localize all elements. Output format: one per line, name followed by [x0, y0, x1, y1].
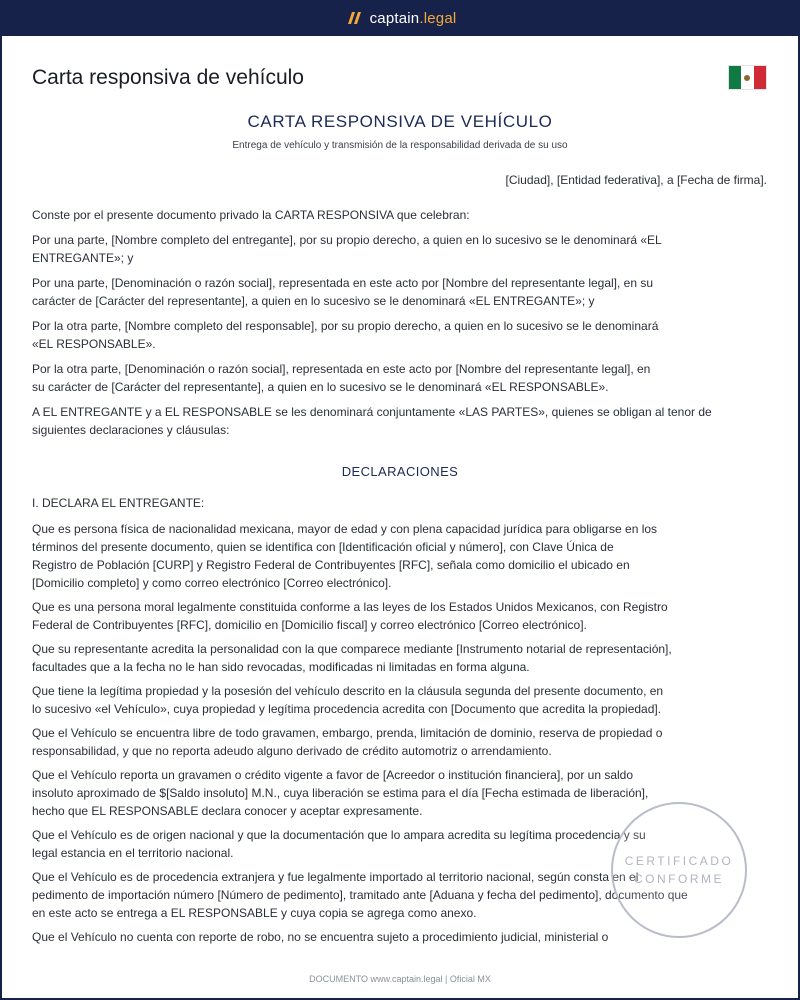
mexico-flag-icon — [728, 65, 767, 90]
declaration-paragraph: Que el Vehículo se encuentra libre de todo gravamen, embargo, prenda, limitación de dominio, reserva de propiedad o responsabilidad, y que no reporta adeudo alguno derivado de crédito automotriz o arrendamiento. — [32, 726, 663, 758]
brand-name — [370, 10, 457, 27]
intro-section — [32, 206, 772, 439]
brand-name-accent: .legal — [419, 9, 457, 27]
brand-name-main: captain — [369, 9, 420, 27]
declaration-paragraph: Que tiene la legítima propiedad y la posesión del vehículo descrito en la cláusula segunda del presente documento, en lo sucesivo «el Vehículo», cuya propiedad y legítima procedencia acredita con [Documento que acredita la propiedad]. — [32, 684, 664, 716]
top-bar — [0, 0, 800, 36]
document-title: CARTA RESPONSIVA DE VEHÍCULO — [247, 112, 553, 131]
brand[interactable] — [344, 10, 457, 27]
declaration-paragraph: Que es una persona moral legalmente constituida conforme a las leyes de los Estados Unidos Mexicanos, con Registro Federal de Contribuyentes [RFC], domicilio en [Domicilio fiscal] y correo electrónico [Correo electrónico]. — [32, 600, 668, 632]
intro-paragraph: Conste por el presente documento privado la CARTA RESPONSIVA que celebran: — [32, 208, 470, 222]
declaration-paragraph: Que el Vehículo es de origen nacional y que la documentación que lo ampara acredita su legítima procedencia y su legal estancia en el territorio nacional. — [32, 828, 646, 860]
place-date-line: [Ciudad], [Entidad federativa], a [Fecha de firma]. — [505, 173, 767, 187]
captain-logo-icon — [344, 11, 362, 25]
declarations-subheading: I. DECLARA EL ENTREGANTE: — [32, 496, 205, 510]
page-title: Carta responsiva de vehículo — [32, 66, 304, 89]
stamp-line-1: CERTIFICADO — [624, 854, 734, 868]
intro-paragraph: Por una parte, [Denominación o razón social], representada en este acto por [Nombre del representante legal], en su carácter de [Carácter del representante], a quien en lo sucesivo se le denominará «EL ENTREGANTE»; y — [32, 276, 654, 308]
declaration-paragraph: Que su representante acredita la personalidad con la que comparece mediante [Instrumento notarial de representación], facultades que a la fecha no le han sido revocadas, modificadas ni limitadas en forma alguna. — [32, 642, 672, 674]
intro-paragraph: Por la otra parte, [Nombre completo del responsable], por su propio derecho, a quien en lo sucesivo se le denominará «EL RESPONSABLE». — [32, 319, 659, 351]
declaration-paragraph: Que es persona física de nacionalidad mexicana, mayor de edad y con plena capacidad jurídica para obligarse en los términos del presente documento, quien se identifica con [Identificación oficial y número], con Clave Única de Registro de Población [CURP] y Registro Federal de Contribuyentes [RFC], señala como domicilio el ubicado en [Domicilio completo] y como correo electrónico [Correo electrónico]. — [32, 522, 658, 590]
page-footer[interactable]: DOCUMENTO www.captain.legal | Oficial MX — [309, 974, 491, 984]
declaration-paragraph: Que el Vehículo es de procedencia extranjera y fue legalmente importado al territorio nacional, según consta en el pedimento de importación número [Número de pedimento], tramitado ante [Aduana y fecha del pedimento], documento que en este acto se entrega a EL RESPONSABLE y cuya copia se agrega como anexo. — [32, 870, 688, 920]
declarations-heading: DECLARACIONES — [341, 464, 459, 479]
intro-paragraph: Por la otra parte, [Denominación o razón social], representada en este acto por [Nombre del representante legal], en su carácter de [Carácter del representante], a quien en lo sucesivo se le denominará «EL RESPONSABLE». — [32, 362, 651, 394]
stamp-line-2: CONFORME — [634, 872, 724, 886]
declaration-paragraph: Que el Vehículo no cuenta con reporte de robo, no se encuentra sujeto a procedimiento judicial, ministerial o — [32, 930, 609, 944]
document-subtitle: Entrega de vehículo y transmisión de la responsabilidad derivada de su uso — [232, 140, 568, 151]
intro-paragraph: A EL ENTREGANTE y a EL RESPONSABLE se les denominará conjuntamente «LAS PARTES», quienes se obligan al tenor de siguientes declaraciones y cláusulas: — [32, 405, 712, 437]
certified-stamp — [611, 802, 747, 938]
intro-paragraph: Por una parte, [Nombre completo del entregante], por su propio derecho, a quien en lo sucesivo se le denominará «EL ENTREGANTE»; y — [32, 233, 662, 265]
declaration-paragraph: Que el Vehículo reporta un gravamen o crédito vigente a favor de [Acreedor o institución financiera], por un saldo insoluto aproximado de $[Saldo insoluto] M.N., cuya liberación se estima para el día [Fecha estimada de liberación], hecho que EL RESPONSABLE declara conocer y aceptar expresamente. — [32, 768, 649, 818]
